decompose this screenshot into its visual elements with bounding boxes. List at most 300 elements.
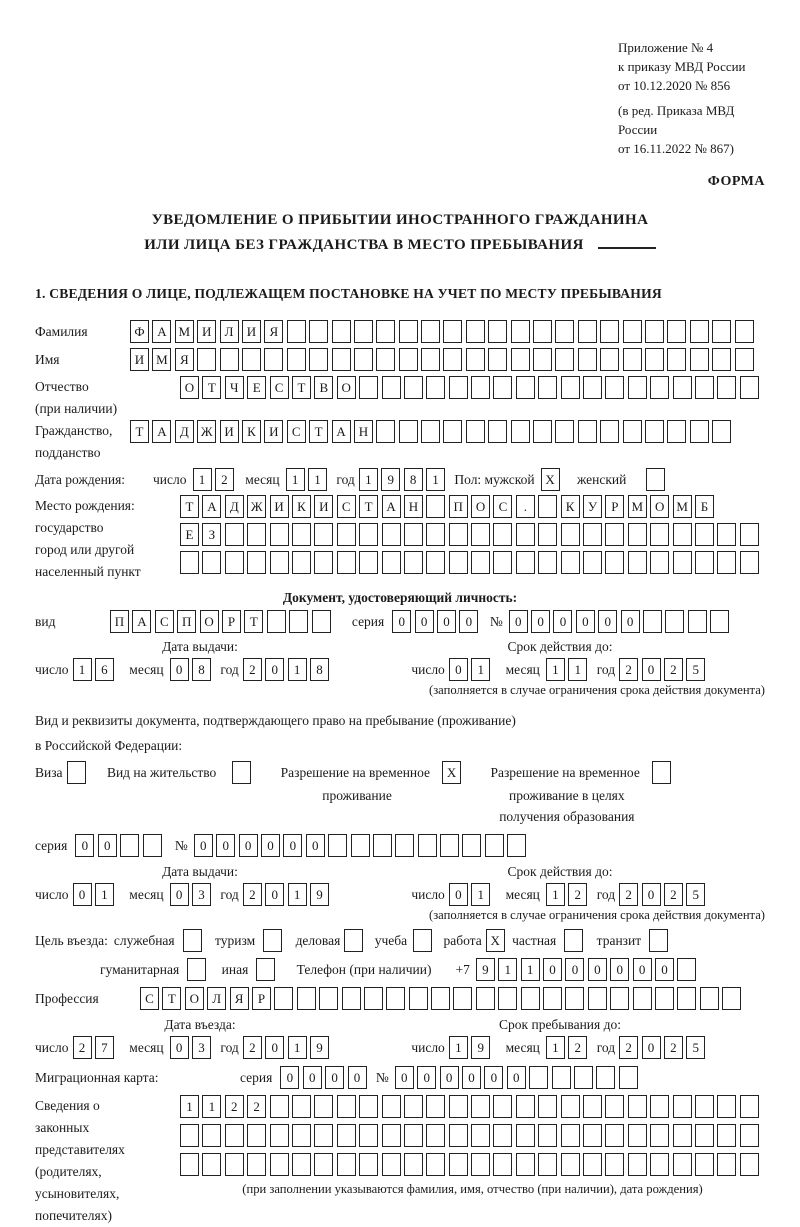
char-cell [605,1095,624,1118]
char-cell [443,420,462,443]
char-cell [740,1153,759,1176]
char-cell: 5 [686,883,705,906]
char-cell: О [650,495,669,518]
char-cell: 0 [170,658,189,681]
char-cell [561,1153,580,1176]
char-cell: 0 [303,1066,322,1089]
char-cell: С [493,495,512,518]
char-cell: 0 [565,958,584,981]
patronymic-field[interactable] [180,376,762,399]
char-cell [735,348,754,371]
char-cell [399,348,418,371]
char-cell: 0 [440,1066,459,1089]
char-cell [359,551,378,574]
stay-issue-year-field[interactable] [243,883,333,906]
char-cell: 0 [265,1036,284,1059]
birth-place-field-row3[interactable] [180,551,762,574]
char-cell [690,348,709,371]
birth-day-field[interactable] [193,468,238,491]
char-cell: З [202,523,221,546]
char-cell [180,1124,199,1147]
entry-year-field[interactable] [243,1036,333,1059]
temp-residence-checkbox[interactable] [442,761,464,784]
migration-card-label: Миграционная карта: [35,1070,159,1085]
annex-line: (в ред. Приказа МВД России [618,103,735,137]
char-cell [649,929,668,952]
char-cell [646,468,665,491]
char-cell [645,420,664,443]
char-cell [605,523,624,546]
char-cell: 9 [310,883,329,906]
char-cell: 2 [568,1036,587,1059]
doc-kind-label: вид [35,614,56,629]
stay-issue-day-field[interactable] [73,883,118,906]
char-cell [673,1124,692,1147]
char-cell: 0 [642,658,661,681]
char-cell [382,551,401,574]
char-cell [354,320,373,343]
char-cell: 0 [655,958,674,981]
char-cell [337,523,356,546]
doc-expiry-heading: Срок действия до: [507,639,613,654]
stay-number-label: № [174,838,188,853]
char-cell: Б [695,495,714,518]
representatives-field-row3[interactable] [180,1153,762,1176]
char-cell [578,348,597,371]
char-cell [578,420,597,443]
char-cell: 2 [619,1036,638,1059]
char-cell: 0 [170,1036,189,1059]
char-cell: 2 [243,658,262,681]
char-cell: 1 [546,883,565,906]
char-cell: 0 [484,1066,503,1089]
purpose-study-checkbox[interactable] [413,929,435,952]
char-cell [202,1124,221,1147]
char-cell [552,1066,571,1089]
char-cell [628,1124,647,1147]
sex-female-label: женский [577,472,627,487]
purpose-other-label: иная [221,962,249,977]
char-cell [511,348,530,371]
char-cell [344,929,363,952]
char-cell [225,551,244,574]
char-cell [180,551,199,574]
entry-month-field[interactable] [170,1036,215,1059]
surname-label: Фамилия [35,324,88,339]
char-cell [426,523,445,546]
birth-place-field-row1[interactable] [180,495,717,518]
char-cell: Я [175,348,194,371]
birth-month-field[interactable] [286,468,331,491]
stay-series-field[interactable] [75,834,165,857]
char-cell [588,987,607,1010]
doc-expiry-year-field[interactable] [619,658,709,681]
surname-field[interactable] [130,320,757,343]
doc-expiry-group: Срок действия до: число 0 1 месяц 1 1 год 2 0 2 5 [395,637,725,681]
char-cell [292,551,311,574]
char-cell: Я [264,320,283,343]
char-cell [270,551,289,574]
char-cell: И [242,320,261,343]
char-cell: 0 [576,610,595,633]
annex-line: к приказу МВД России [618,59,746,74]
char-cell [256,958,275,981]
char-cell: Ж [197,420,216,443]
doc-expiry-month-field[interactable] [546,658,591,681]
char-cell: С [140,987,159,1010]
char-cell: 1 [471,658,490,681]
char-cell [717,1153,736,1176]
purpose-humanitarian-checkbox[interactable] [187,958,209,981]
birth-year-label: год [336,472,355,487]
temp-residence-education-checkbox[interactable] [652,761,674,784]
char-cell [583,551,602,574]
stay-until-month-field[interactable] [546,1036,591,1059]
doc-issue-group: Дата выдачи: число 1 6 месяц 0 8 год 2 0 1 8 [35,637,365,681]
char-cell: 9 [381,468,400,491]
char-cell: 2 [243,883,262,906]
char-cell: А [382,495,401,518]
char-cell [712,348,731,371]
phone-field[interactable] [476,958,700,981]
char-cell [555,348,574,371]
char-cell [359,376,378,399]
char-cell: 2 [619,883,638,906]
char-cell: 1 [449,1036,468,1059]
char-cell [485,834,504,857]
char-cell [202,1153,221,1176]
char-cell [449,376,468,399]
char-cell [382,1153,401,1176]
char-cell [337,1095,356,1118]
char-cell: 1 [426,468,445,491]
birth-year-field[interactable] [359,468,449,491]
char-cell: 0 [392,610,411,633]
purpose-transit-label: транзит [596,933,642,948]
char-cell: 3 [192,883,211,906]
char-cell: М [152,348,171,371]
char-cell [628,523,647,546]
doc-series-field[interactable] [392,610,482,633]
given-name-field[interactable] [130,348,757,371]
char-cell [650,1124,669,1147]
visa-checkbox[interactable] [67,761,89,784]
doc-expiry-footnote: (заполняется в случае ограничения срока действия документа) [429,683,765,697]
char-cell: А [152,320,171,343]
stay-expiry-month-field[interactable] [546,883,591,906]
char-cell [359,1095,378,1118]
purpose-work-label: работа [443,933,482,948]
representatives-footnote: (при заполнении указываются фамилия, имя, отчество (при наличии), дата рождения) [242,1182,703,1196]
purpose-business-checkbox[interactable] [344,929,366,952]
char-cell [533,420,552,443]
char-cell: М [175,320,194,343]
char-cell [426,1153,445,1176]
char-cell [309,320,328,343]
char-cell [700,987,719,1010]
char-cell [197,348,216,371]
char-cell [421,320,440,343]
char-cell: К [292,495,311,518]
char-cell [516,551,535,574]
char-cell: 1 [288,1036,307,1059]
char-cell [650,1153,669,1176]
char-cell [673,1153,692,1176]
char-cell [712,420,731,443]
char-cell [202,551,221,574]
char-cell [376,320,395,343]
char-cell [538,1153,557,1176]
char-cell: X [442,761,461,784]
char-cell: X [541,468,560,491]
char-cell: 1 [193,468,212,491]
char-cell: А [332,420,351,443]
doc-issue-day-field[interactable] [73,658,118,681]
purpose-study-label: учеба [374,933,408,948]
stay-until-year-field[interactable] [619,1036,709,1059]
char-cell [267,610,286,633]
char-cell [270,1124,289,1147]
stay-doc-options [35,761,765,826]
char-cell [722,987,741,1010]
profession-label: Профессия [35,991,99,1006]
char-cell [466,420,485,443]
char-cell [287,320,306,343]
char-cell [373,834,392,857]
char-cell: Л [220,320,239,343]
purpose-business-label: деловая [295,933,341,948]
char-cell [516,1095,535,1118]
birth-place-label: Место рождения: государство город или другой населенный пункт [35,498,141,579]
char-cell [583,376,602,399]
stay-series-label: серия [35,838,68,853]
char-cell [511,420,530,443]
char-cell: И [270,495,289,518]
char-cell: 1 [471,883,490,906]
char-cell: У [583,495,602,518]
stay-expiry-day-field[interactable] [449,883,494,906]
citizenship-field[interactable] [130,420,735,443]
char-cell [312,610,331,633]
char-cell: 0 [642,1036,661,1059]
sex-male-checkbox[interactable] [541,468,563,491]
representatives-field-row2[interactable] [180,1124,762,1147]
char-cell: 2 [225,1095,244,1118]
migration-series-label: серия [240,1070,273,1085]
char-cell: 1 [521,958,540,981]
profession-field[interactable] [140,987,745,1010]
form-title [35,208,765,258]
char-cell [645,320,664,343]
char-cell [673,376,692,399]
entry-purpose-label: Цель въезда: [35,933,108,948]
char-cell [314,1153,333,1176]
residence-permit-option: Вид на жительство [107,761,255,784]
stay-expiry-year-field[interactable] [619,883,709,906]
char-cell: С [155,610,174,633]
char-cell [688,610,707,633]
char-cell: Р [222,610,241,633]
char-cell [717,1095,736,1118]
char-cell: 2 [664,658,683,681]
birth-place-field-row2[interactable] [180,523,762,546]
migration-number-field[interactable] [395,1066,641,1089]
char-cell: Л [207,987,226,1010]
char-cell [314,1124,333,1147]
doc-expiry-day-field[interactable] [449,658,494,681]
char-cell: 0 [325,1066,344,1089]
birth-place-rows [180,495,765,574]
char-cell [740,551,759,574]
char-cell [673,1095,692,1118]
char-cell [404,376,423,399]
purpose-tourism-checkbox[interactable] [263,929,285,952]
birth-month-label: месяц [245,472,280,487]
char-cell [623,420,642,443]
char-cell: И [220,420,239,443]
doc-issue-year-field[interactable] [243,658,333,681]
char-cell [382,376,401,399]
char-cell [143,834,162,857]
purpose-tourism-label: туризм [215,933,256,948]
char-cell: 2 [73,1036,92,1059]
char-cell [309,348,328,371]
char-cell [628,1095,647,1118]
char-cell [426,1095,445,1118]
char-cell [351,834,370,857]
char-cell: 2 [568,883,587,906]
char-cell [561,1124,580,1147]
char-cell [493,523,512,546]
residence-permit-checkbox[interactable] [232,761,254,784]
char-cell [538,376,557,399]
char-cell [471,1095,490,1118]
char-cell: 0 [598,610,617,633]
char-cell: И [130,348,149,371]
char-cell [332,348,351,371]
stay-until-day-field[interactable] [449,1036,494,1059]
char-cell [650,551,669,574]
char-cell [382,523,401,546]
char-cell [677,987,696,1010]
purpose-private-checkbox[interactable] [564,929,586,952]
visa-option: Виза [35,761,89,784]
char-cell: 0 [633,958,652,981]
char-cell [443,348,462,371]
char-cell [399,320,418,343]
annex-line: от 16.11.2022 № 867) [618,141,735,156]
char-cell [578,320,597,343]
char-cell [332,320,351,343]
char-cell: 1 [308,468,327,491]
stay-number-field[interactable] [194,834,530,857]
char-cell [453,987,472,1010]
char-cell [583,1095,602,1118]
char-cell [538,495,557,518]
char-cell [187,958,206,981]
char-cell [471,1153,490,1176]
char-cell [274,987,293,1010]
char-cell [605,376,624,399]
char-cell: 0 [462,1066,481,1089]
doc-issue-month-field[interactable] [170,658,215,681]
char-cell: О [185,987,204,1010]
entry-day-field[interactable] [73,1036,118,1059]
char-cell [628,1153,647,1176]
char-cell: О [337,376,356,399]
char-cell: 0 [306,834,325,857]
migration-series-field[interactable] [280,1066,370,1089]
representatives-field-row1[interactable] [180,1095,762,1118]
char-cell [67,761,86,784]
char-cell [287,348,306,371]
char-cell [232,761,251,784]
char-cell [247,1153,266,1176]
char-cell [449,1153,468,1176]
char-cell [667,348,686,371]
char-cell: 0 [437,610,456,633]
section1-heading: 1. СВЕДЕНИЯ О ЛИЦЕ, ПОДЛЕЖАЩЕМ ПОСТАНОВКЕ НА УЧЕТ ПО МЕСТУ ПРЕБЫВАНИЯ [35,286,662,301]
char-cell [673,523,692,546]
representatives-rows [180,1095,765,1197]
char-cell [264,348,283,371]
stay-expiry-heading: Срок действия до: [507,864,613,879]
birth-date-label: Дата рождения: [35,472,126,487]
doc-number-field[interactable] [509,610,733,633]
purpose-work-checkbox[interactable] [486,929,508,952]
char-cell: 2 [247,1095,266,1118]
char-cell: Н [404,495,423,518]
annex-line: от 10.12.2020 № 856 [618,78,731,93]
char-cell [493,1095,512,1118]
char-cell [628,551,647,574]
char-cell: Р [605,495,624,518]
char-cell [180,1153,199,1176]
char-cell: 1 [180,1095,199,1118]
phone-prefix: +7 [455,962,470,977]
purpose-transit-checkbox[interactable] [649,929,671,952]
char-cell [710,610,729,633]
char-cell: 3 [192,1036,211,1059]
char-cell [521,987,540,1010]
stay-issue-month-field[interactable] [170,883,215,906]
purpose-official-checkbox[interactable] [183,929,205,952]
sex-female-checkbox[interactable] [646,468,668,491]
char-cell [247,551,266,574]
char-cell [404,1153,423,1176]
char-cell [695,1153,714,1176]
given-name-label: Имя [35,352,60,367]
char-cell [712,320,731,343]
char-cell [493,551,512,574]
char-cell: 8 [310,658,329,681]
purpose-other-checkbox[interactable] [256,958,278,981]
char-cell [690,420,709,443]
char-cell [225,1124,244,1147]
char-cell [735,320,754,343]
char-cell: 1 [288,658,307,681]
char-cell: Р [252,987,271,1010]
char-cell: 1 [286,468,305,491]
doc-kind-field[interactable] [110,610,334,633]
char-cell [225,1153,244,1176]
char-cell [404,1095,423,1118]
char-cell [449,1095,468,1118]
char-cell [426,1124,445,1147]
char-cell: 5 [686,658,705,681]
char-cell: 0 [73,883,92,906]
char-cell [667,320,686,343]
